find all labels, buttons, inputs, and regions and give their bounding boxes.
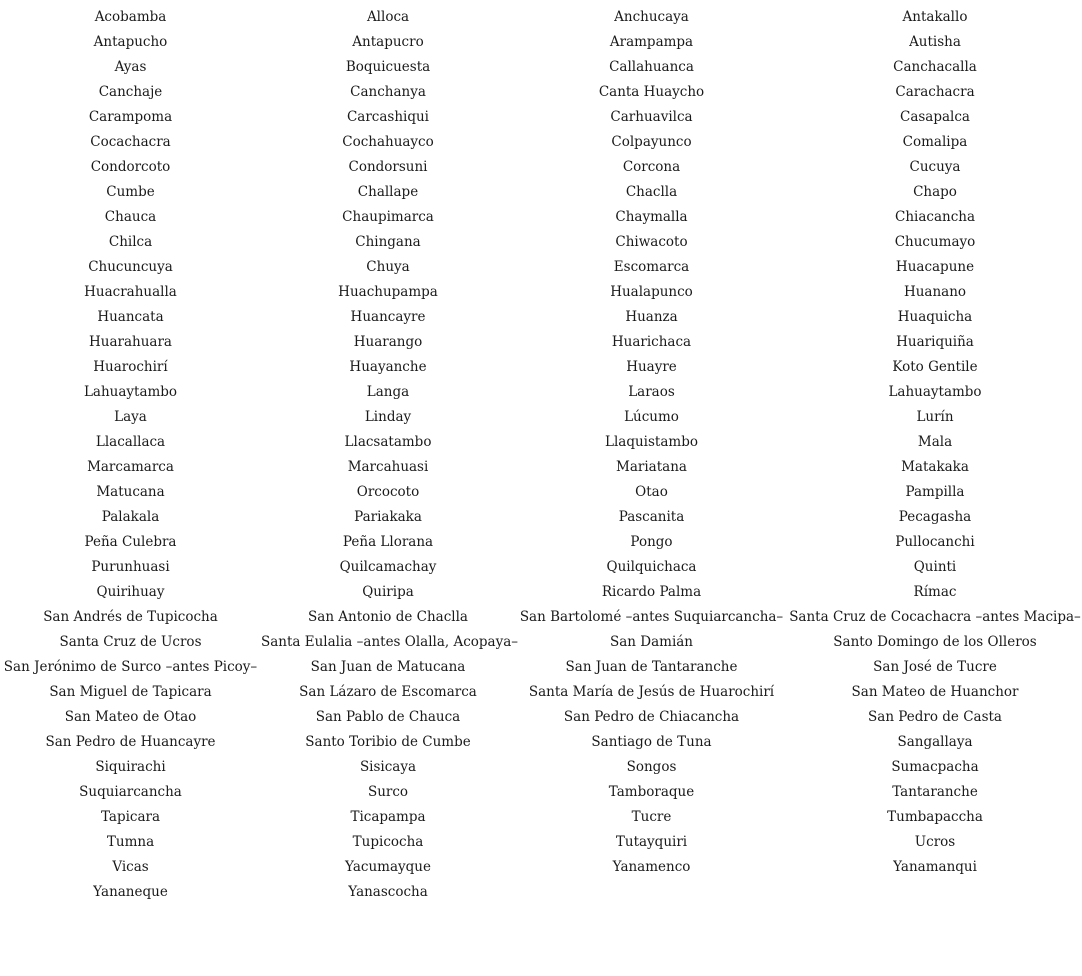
place-name-cell: Pampilla bbox=[905, 484, 965, 500]
place-name-cell: Chucuncuya bbox=[88, 259, 173, 275]
place-name-cell: Huancata bbox=[97, 309, 164, 325]
place-name-cell: Pongo bbox=[630, 534, 673, 550]
place-name-cell: San Miguel de Tapicara bbox=[49, 684, 212, 700]
place-name-cell: Arampampa bbox=[609, 34, 694, 50]
place-name-cell: Peña Llorana bbox=[342, 534, 434, 550]
place-name-cell: San Pedro de Huancayre bbox=[45, 734, 216, 750]
place-name-cell: Lurín bbox=[916, 409, 954, 425]
place-name-cell: San Lázaro de Escomarca bbox=[299, 684, 477, 700]
place-name-cell: San Bartolomé –antes Suquiarcancha– bbox=[519, 609, 784, 625]
place-name-cell: Acobamba bbox=[94, 9, 167, 25]
place-names-grid bbox=[0, 5, 1082, 905]
place-name-cell: Llaquistambo bbox=[605, 434, 698, 450]
place-name-cell: Lahuaytambo bbox=[83, 384, 178, 400]
place-name-cell: Otao bbox=[635, 484, 668, 500]
place-name-cell: Mariatana bbox=[616, 459, 687, 475]
place-name-cell: Boquicuesta bbox=[345, 59, 431, 75]
place-name-cell: Huarahuara bbox=[89, 334, 172, 350]
place-name-cell: Llacallaca bbox=[95, 434, 166, 450]
place-name-cell: Quilquichaca bbox=[606, 559, 697, 575]
place-name-cell: Laraos bbox=[628, 384, 675, 400]
place-name-cell bbox=[788, 880, 1082, 905]
place-name-cell: Huanano bbox=[903, 284, 967, 300]
place-name-cell: Canta Huaycho bbox=[598, 84, 705, 100]
place-name-cell: Anchucaya bbox=[614, 9, 689, 25]
place-name-cell: Huacapune bbox=[895, 259, 975, 275]
place-name-cell: San Mateo de Otao bbox=[64, 709, 197, 725]
place-name-cell: Koto Gentile bbox=[892, 359, 978, 375]
place-name-cell: Callahuanca bbox=[609, 59, 694, 75]
place-name-cell: Casapalca bbox=[900, 109, 970, 125]
place-name-cell: San Juan de Matucana bbox=[310, 659, 466, 675]
place-name-cell: Chingana bbox=[355, 234, 421, 250]
place-name-cell: Santo Toribio de Cumbe bbox=[305, 734, 471, 750]
place-name-cell: Yacumayque bbox=[345, 859, 431, 875]
place-name-cell: Corcona bbox=[622, 159, 681, 175]
place-name-cell: Quilcamachay bbox=[339, 559, 437, 575]
place-name-cell: Quirihuay bbox=[96, 584, 165, 600]
place-name-cell: Cocachacra bbox=[90, 134, 171, 150]
place-name-cell: Cucuya bbox=[909, 159, 961, 175]
place-name-cell: Vicas bbox=[112, 859, 149, 875]
place-name-cell: Sangallaya bbox=[897, 734, 973, 750]
place-name-cell: Yanamenco bbox=[612, 859, 691, 875]
place-name-cell: Antakallo bbox=[902, 9, 968, 25]
place-name-cell: Canchacalla bbox=[893, 59, 977, 75]
place-name-cell: San José de Tucre bbox=[873, 659, 997, 675]
place-name-cell: Purunhuasi bbox=[91, 559, 170, 575]
place-name-cell: Ucros bbox=[914, 834, 956, 850]
place-name-cell: Tapicara bbox=[100, 809, 161, 825]
place-name-cell: Songos bbox=[626, 759, 677, 775]
place-name-cell: Huanza bbox=[625, 309, 678, 325]
place-name-cell: Huarochirí bbox=[93, 359, 168, 375]
place-name-cell: Suquiarcancha bbox=[79, 784, 182, 800]
place-name-cell: Langa bbox=[366, 384, 410, 400]
place-name-cell: Huarichaca bbox=[611, 334, 692, 350]
place-name-cell: Tumna bbox=[106, 834, 155, 850]
place-name-cell: Huayre bbox=[626, 359, 677, 375]
place-name-cell: San Andrés de Tupicocha bbox=[43, 609, 218, 625]
place-name-cell: Pascanita bbox=[618, 509, 685, 525]
place-name-cell: Autisha bbox=[909, 34, 961, 50]
place-name-cell: Condorcoto bbox=[90, 159, 171, 175]
place-name-cell: Chiacancha bbox=[895, 209, 975, 225]
place-name-cell: Santa Eulalia –antes Olalla, Acopaya– bbox=[261, 634, 519, 650]
place-name-cell: Llacsatambo bbox=[344, 434, 432, 450]
place-name-cell: Huacrahualla bbox=[84, 284, 177, 300]
place-name-cell: Alloca bbox=[366, 9, 410, 25]
place-name-cell: Chuya bbox=[366, 259, 410, 275]
place-name-cell: Pariakaka bbox=[354, 509, 422, 525]
place-name-cell: Condorsuni bbox=[348, 159, 428, 175]
place-name-cell: Carachacra bbox=[895, 84, 975, 100]
place-name-cell: Tucre bbox=[631, 809, 672, 825]
place-name-cell: Quiripa bbox=[362, 584, 414, 600]
place-name-cell: Antapucho bbox=[93, 34, 168, 50]
place-name-cell: Tupicocha bbox=[352, 834, 424, 850]
place-name-cell bbox=[515, 880, 788, 905]
place-name-cell: Chiwacoto bbox=[615, 234, 688, 250]
place-name-cell: Tamboraque bbox=[608, 784, 695, 800]
place-name-cell: Chaclla bbox=[625, 184, 678, 200]
place-name-cell: Cumbe bbox=[106, 184, 155, 200]
place-name-cell: Sisicaya bbox=[359, 759, 417, 775]
place-name-cell: Chauca bbox=[104, 209, 157, 225]
place-name-cell: Yananeque bbox=[93, 884, 168, 900]
place-name-cell: Quinti bbox=[913, 559, 957, 575]
place-name-cell: Chapo bbox=[913, 184, 957, 200]
place-name-cell: Canchaje bbox=[98, 84, 163, 100]
place-name-cell: Escomarca bbox=[613, 259, 690, 275]
place-name-cell: Santiago de Tuna bbox=[591, 734, 712, 750]
place-name-cell: Rímac bbox=[913, 584, 957, 600]
place-name-cell: San Pablo de Chauca bbox=[315, 709, 461, 725]
place-name-cell: San Antonio de Chaclla bbox=[308, 609, 468, 625]
place-name-cell: Carcashiqui bbox=[346, 109, 430, 125]
place-name-cell: Canchanya bbox=[350, 84, 426, 100]
place-name-cell: Marcahuasi bbox=[347, 459, 429, 475]
place-name-cell: Orcocoto bbox=[356, 484, 420, 500]
place-name-cell: Carampoma bbox=[88, 109, 173, 125]
place-name-cell: Tumbapaccha bbox=[887, 809, 983, 825]
place-name-cell: Huancayre bbox=[350, 309, 426, 325]
place-name-cell: Tutayquiri bbox=[615, 834, 688, 850]
place-name-cell: Santa Cruz de Cocachacra –antes Macipa– bbox=[789, 609, 1081, 625]
place-name-cell: Antapucro bbox=[352, 34, 424, 50]
place-name-cell: Huayanche bbox=[349, 359, 427, 375]
place-name-cell: Yanamanqui bbox=[893, 859, 977, 875]
place-name-cell: Matucana bbox=[96, 484, 165, 500]
place-name-cell: Huaquicha bbox=[897, 309, 973, 325]
place-name-cell: Chaymalla bbox=[615, 209, 688, 225]
place-name-cell: Pullocanchi bbox=[895, 534, 975, 550]
place-name-cell: Siquirachi bbox=[95, 759, 166, 775]
place-name-cell: Comalipa bbox=[902, 134, 968, 150]
place-name-cell: Chilca bbox=[108, 234, 153, 250]
place-name-cell: Colpayunco bbox=[611, 134, 692, 150]
place-name-cell: Ricardo Palma bbox=[601, 584, 702, 600]
place-name-cell: Santo Domingo de los Olleros bbox=[833, 634, 1037, 650]
place-name-cell: Huachupampa bbox=[338, 284, 438, 300]
place-name-cell: Chucumayo bbox=[894, 234, 976, 250]
place-name-cell: Santa María de Jesús de Huarochirí bbox=[528, 684, 775, 700]
place-name-cell: Peña Culebra bbox=[84, 534, 177, 550]
place-name-cell: Santa Cruz de Ucros bbox=[59, 634, 202, 650]
place-name-cell: Sumacpacha bbox=[891, 759, 979, 775]
place-name-cell: Palakala bbox=[101, 509, 160, 525]
place-name-cell: Lúcumo bbox=[624, 409, 679, 425]
place-name-cell: Ticapampa bbox=[350, 809, 426, 825]
place-name-cell: Yanascocha bbox=[348, 884, 428, 900]
place-name-cell: Ayas bbox=[114, 59, 147, 75]
place-name-cell: Tantaranche bbox=[892, 784, 978, 800]
place-name-cell: Challape bbox=[357, 184, 419, 200]
place-name-cell: San Juan de Tantaranche bbox=[565, 659, 738, 675]
place-name-cell: Carhuavilca bbox=[610, 109, 693, 125]
place-name-cell: Huarango bbox=[353, 334, 423, 350]
place-name-cell: Surco bbox=[367, 784, 409, 800]
place-name-cell: San Damián bbox=[609, 634, 694, 650]
place-name-cell: Linday bbox=[364, 409, 412, 425]
place-name-cell: Cochahuayco bbox=[342, 134, 434, 150]
place-name-cell: Mala bbox=[917, 434, 953, 450]
place-name-cell: Marcamarca bbox=[87, 459, 174, 475]
place-name-cell: San Mateo de Huanchor bbox=[851, 684, 1019, 700]
place-name-cell: Hualapunco bbox=[610, 284, 693, 300]
place-name-cell: San Pedro de Casta bbox=[868, 709, 1002, 725]
place-name-cell: San Jerónimo de Surco –antes Picoy– bbox=[3, 659, 258, 675]
place-name-cell: Pecagasha bbox=[898, 509, 972, 525]
place-name-cell: Chaupimarca bbox=[342, 209, 434, 225]
place-name-cell: Huariquiña bbox=[896, 334, 974, 350]
place-name-cell: Laya bbox=[114, 409, 147, 425]
place-name-cell: Matakaka bbox=[901, 459, 969, 475]
place-name-cell: San Pedro de Chiacancha bbox=[563, 709, 740, 725]
place-name-cell: Lahuaytambo bbox=[888, 384, 982, 400]
